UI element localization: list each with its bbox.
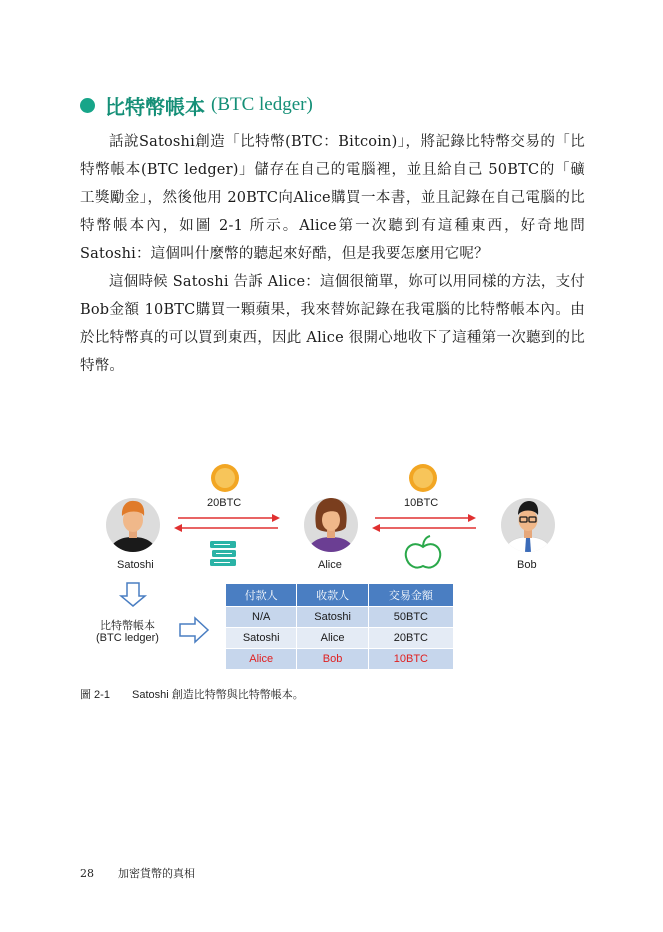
cell-amount: 50BTC bbox=[368, 607, 453, 628]
cell-payer: Satoshi bbox=[226, 628, 297, 649]
amount-label-10btc: 10BTC bbox=[404, 497, 439, 509]
ledger-table bbox=[225, 583, 454, 670]
figure-caption bbox=[80, 686, 304, 702]
cell-payer: N/A bbox=[226, 607, 297, 628]
coin-icon-2 bbox=[409, 464, 437, 492]
bob-avatar bbox=[501, 498, 555, 556]
cell-payee: Satoshi bbox=[297, 607, 368, 628]
down-arrow-icon bbox=[121, 583, 145, 606]
cell-payee: Alice bbox=[297, 628, 368, 649]
ledger-label-line1: 比特幣帳本 bbox=[100, 620, 155, 632]
apple-icon bbox=[406, 536, 441, 568]
table-row bbox=[226, 628, 454, 649]
transfer-arrows-2 bbox=[372, 514, 476, 532]
coin-icon-1 bbox=[211, 464, 239, 492]
heading-title: 比特幣帳本 bbox=[105, 94, 205, 119]
table-row-highlighted bbox=[226, 649, 454, 670]
books-icon bbox=[210, 541, 236, 566]
person-label-bob: Bob bbox=[517, 559, 537, 571]
table-header-row bbox=[226, 584, 454, 607]
alice-avatar bbox=[304, 498, 358, 556]
page-number: 28 bbox=[80, 867, 94, 880]
table-row bbox=[226, 607, 454, 628]
cell-amount: 20BTC bbox=[368, 628, 453, 649]
book-title: 加密貨幣的真相 bbox=[118, 867, 195, 880]
figure-number: 圖 2-1 bbox=[80, 689, 110, 701]
amount-label-20btc: 20BTC bbox=[207, 497, 242, 509]
person-label-satoshi: Satoshi bbox=[117, 559, 154, 571]
paragraph-2: 這個時候 Satoshi 告訴 Alice：這個很簡單，妳可以用同樣的方法，支付Bob金額 10BTC購買一顆蘋果，我來替妳記錄在我電腦的比特幣帳本內。由於比特幣真的可以買到東西，因此 Alice 很開心地收下了這種第一次聽到的比特幣。 bbox=[80, 274, 585, 374]
right-arrow-icon bbox=[180, 618, 208, 642]
ledger-label-line2: (BTC ledger) bbox=[96, 632, 159, 644]
paragraph-1: 話說Satoshi創造「比特幣(BTC：Bitcoin)」，將記錄比特幣交易的「比特幣帳本(BTC ledger)」儲存在自己的電腦裡，並且給自己 50BTC的「礦工獎勵金」，然後他用 20BTC向Alice購買一本書，並且記錄在自己電腦的比特幣帳本內，如圖 2-1 所示。Alice第一次聽到有這種東西，好奇地問Satoshi：這個叫什麼幣的聽起來好酷，但是我要怎麼用它呢？ bbox=[80, 134, 585, 262]
header-amount: 交易金額 bbox=[368, 584, 453, 607]
satoshi-avatar bbox=[106, 498, 160, 556]
header-payee: 收款人 bbox=[297, 584, 368, 607]
figure-caption-text: Satoshi 創造比特幣與比特幣帳本。 bbox=[132, 689, 304, 701]
person-label-alice: Alice bbox=[318, 559, 342, 571]
cell-payer: Alice bbox=[226, 649, 297, 670]
cell-payee: Bob bbox=[297, 649, 368, 670]
page-footer bbox=[80, 865, 195, 881]
heading-subtitle: (BTC ledger) bbox=[211, 94, 313, 115]
header-payer: 付款人 bbox=[226, 584, 297, 607]
transfer-arrows-1 bbox=[174, 514, 280, 532]
cell-amount: 10BTC bbox=[368, 649, 453, 670]
